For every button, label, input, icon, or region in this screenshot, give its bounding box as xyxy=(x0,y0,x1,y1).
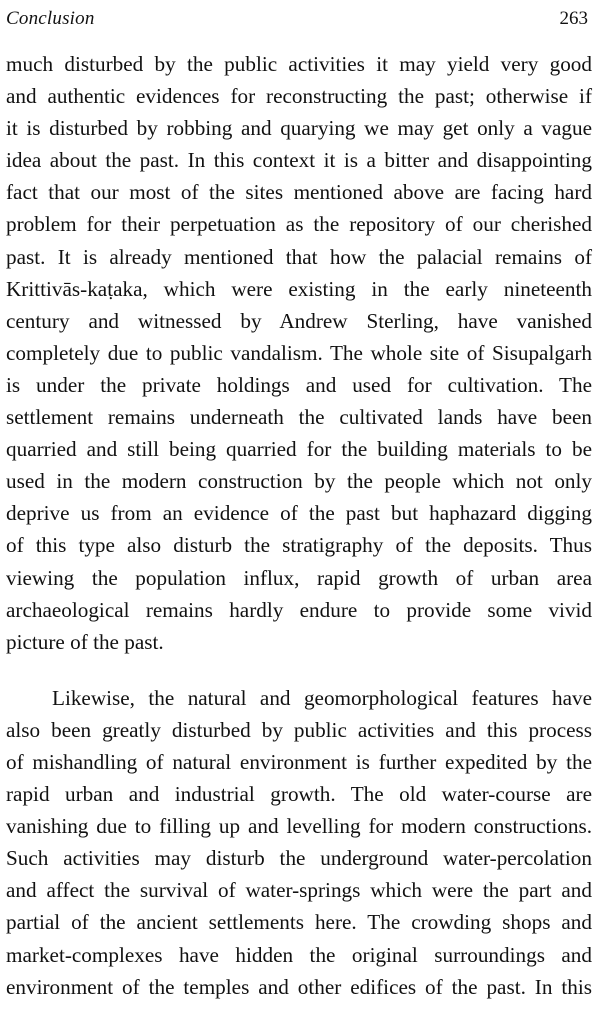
text-line: fact that our most of the sites mentioned above are facing hard xyxy=(6,180,592,205)
text-line: quarried and still being quarried for the building materials to be xyxy=(6,437,592,462)
text-line: idea about the past. In this context it is a bitter and disappointing xyxy=(6,148,592,173)
page-number: 263 xyxy=(559,8,588,29)
text-line: Such activities may disturb the underground water-percolation xyxy=(6,846,592,871)
text-line: environment of the temples and other edifices of the past. In this xyxy=(6,974,592,999)
text-line: vanishing due to filling up and levelling for modern constructions. xyxy=(6,814,592,839)
text-line: Likewise, the natural and geomorphological features have xyxy=(52,685,592,710)
text-line: completely due to public vandalism. The whole site of Sisupalgarh xyxy=(6,340,592,365)
text-line: used in the modern construction by the people which not only xyxy=(6,469,592,494)
text-line: viewing the population influx, rapid growth of urban area xyxy=(6,565,592,590)
text-line: and authentic evidences for reconstructing the past; otherwise if xyxy=(6,84,592,109)
text-line: is under the private holdings and used for cultivation. The xyxy=(6,372,592,397)
text-line: of this type also disturb the stratigraphy of the deposits. Thus xyxy=(6,533,592,558)
text-line: deprive us from an evidence of the past but haphazard digging xyxy=(6,501,592,526)
text-line: problem for their perpetuation as the repository of our cherished xyxy=(6,212,592,237)
running-head: Conclusion xyxy=(6,8,95,29)
text-line: partial of the ancient settlements here. The crowding shops and xyxy=(6,910,592,935)
text-line: much disturbed by the public activities it may yield very good xyxy=(6,52,592,76)
text-line: past. It is already mentioned that how the palacial remains of xyxy=(6,244,592,269)
paragraph-1 xyxy=(6,48,592,658)
text-line: and affect the survival of water-springs which were the part and xyxy=(6,878,592,903)
text-line: Krittivās-kaṭaka, which were existing in the early nineteenth xyxy=(6,276,592,301)
text-line: picture of the past. xyxy=(6,629,164,654)
paragraph-gap xyxy=(6,658,592,682)
body-text xyxy=(6,48,592,1003)
text-line: century and witnessed by Andrew Sterling, have vanished xyxy=(6,308,592,333)
text-line: it is disturbed by robbing and quarying we may get only a vague xyxy=(6,116,592,141)
text-line: rapid urban and industrial growth. The old water-course are xyxy=(6,782,592,807)
text-line: also been greatly disturbed by public activities and this process xyxy=(6,717,592,742)
text-line: archaeological remains hardly endure to provide some vivid xyxy=(6,597,592,622)
paragraph-2 xyxy=(6,682,592,1003)
text-line: of mishandling of natural environment is further expedited by the xyxy=(6,749,592,774)
text-line: market-complexes have hidden the original surroundings and xyxy=(6,942,592,967)
text-line: settlement remains underneath the cultivated lands have been xyxy=(6,405,592,430)
